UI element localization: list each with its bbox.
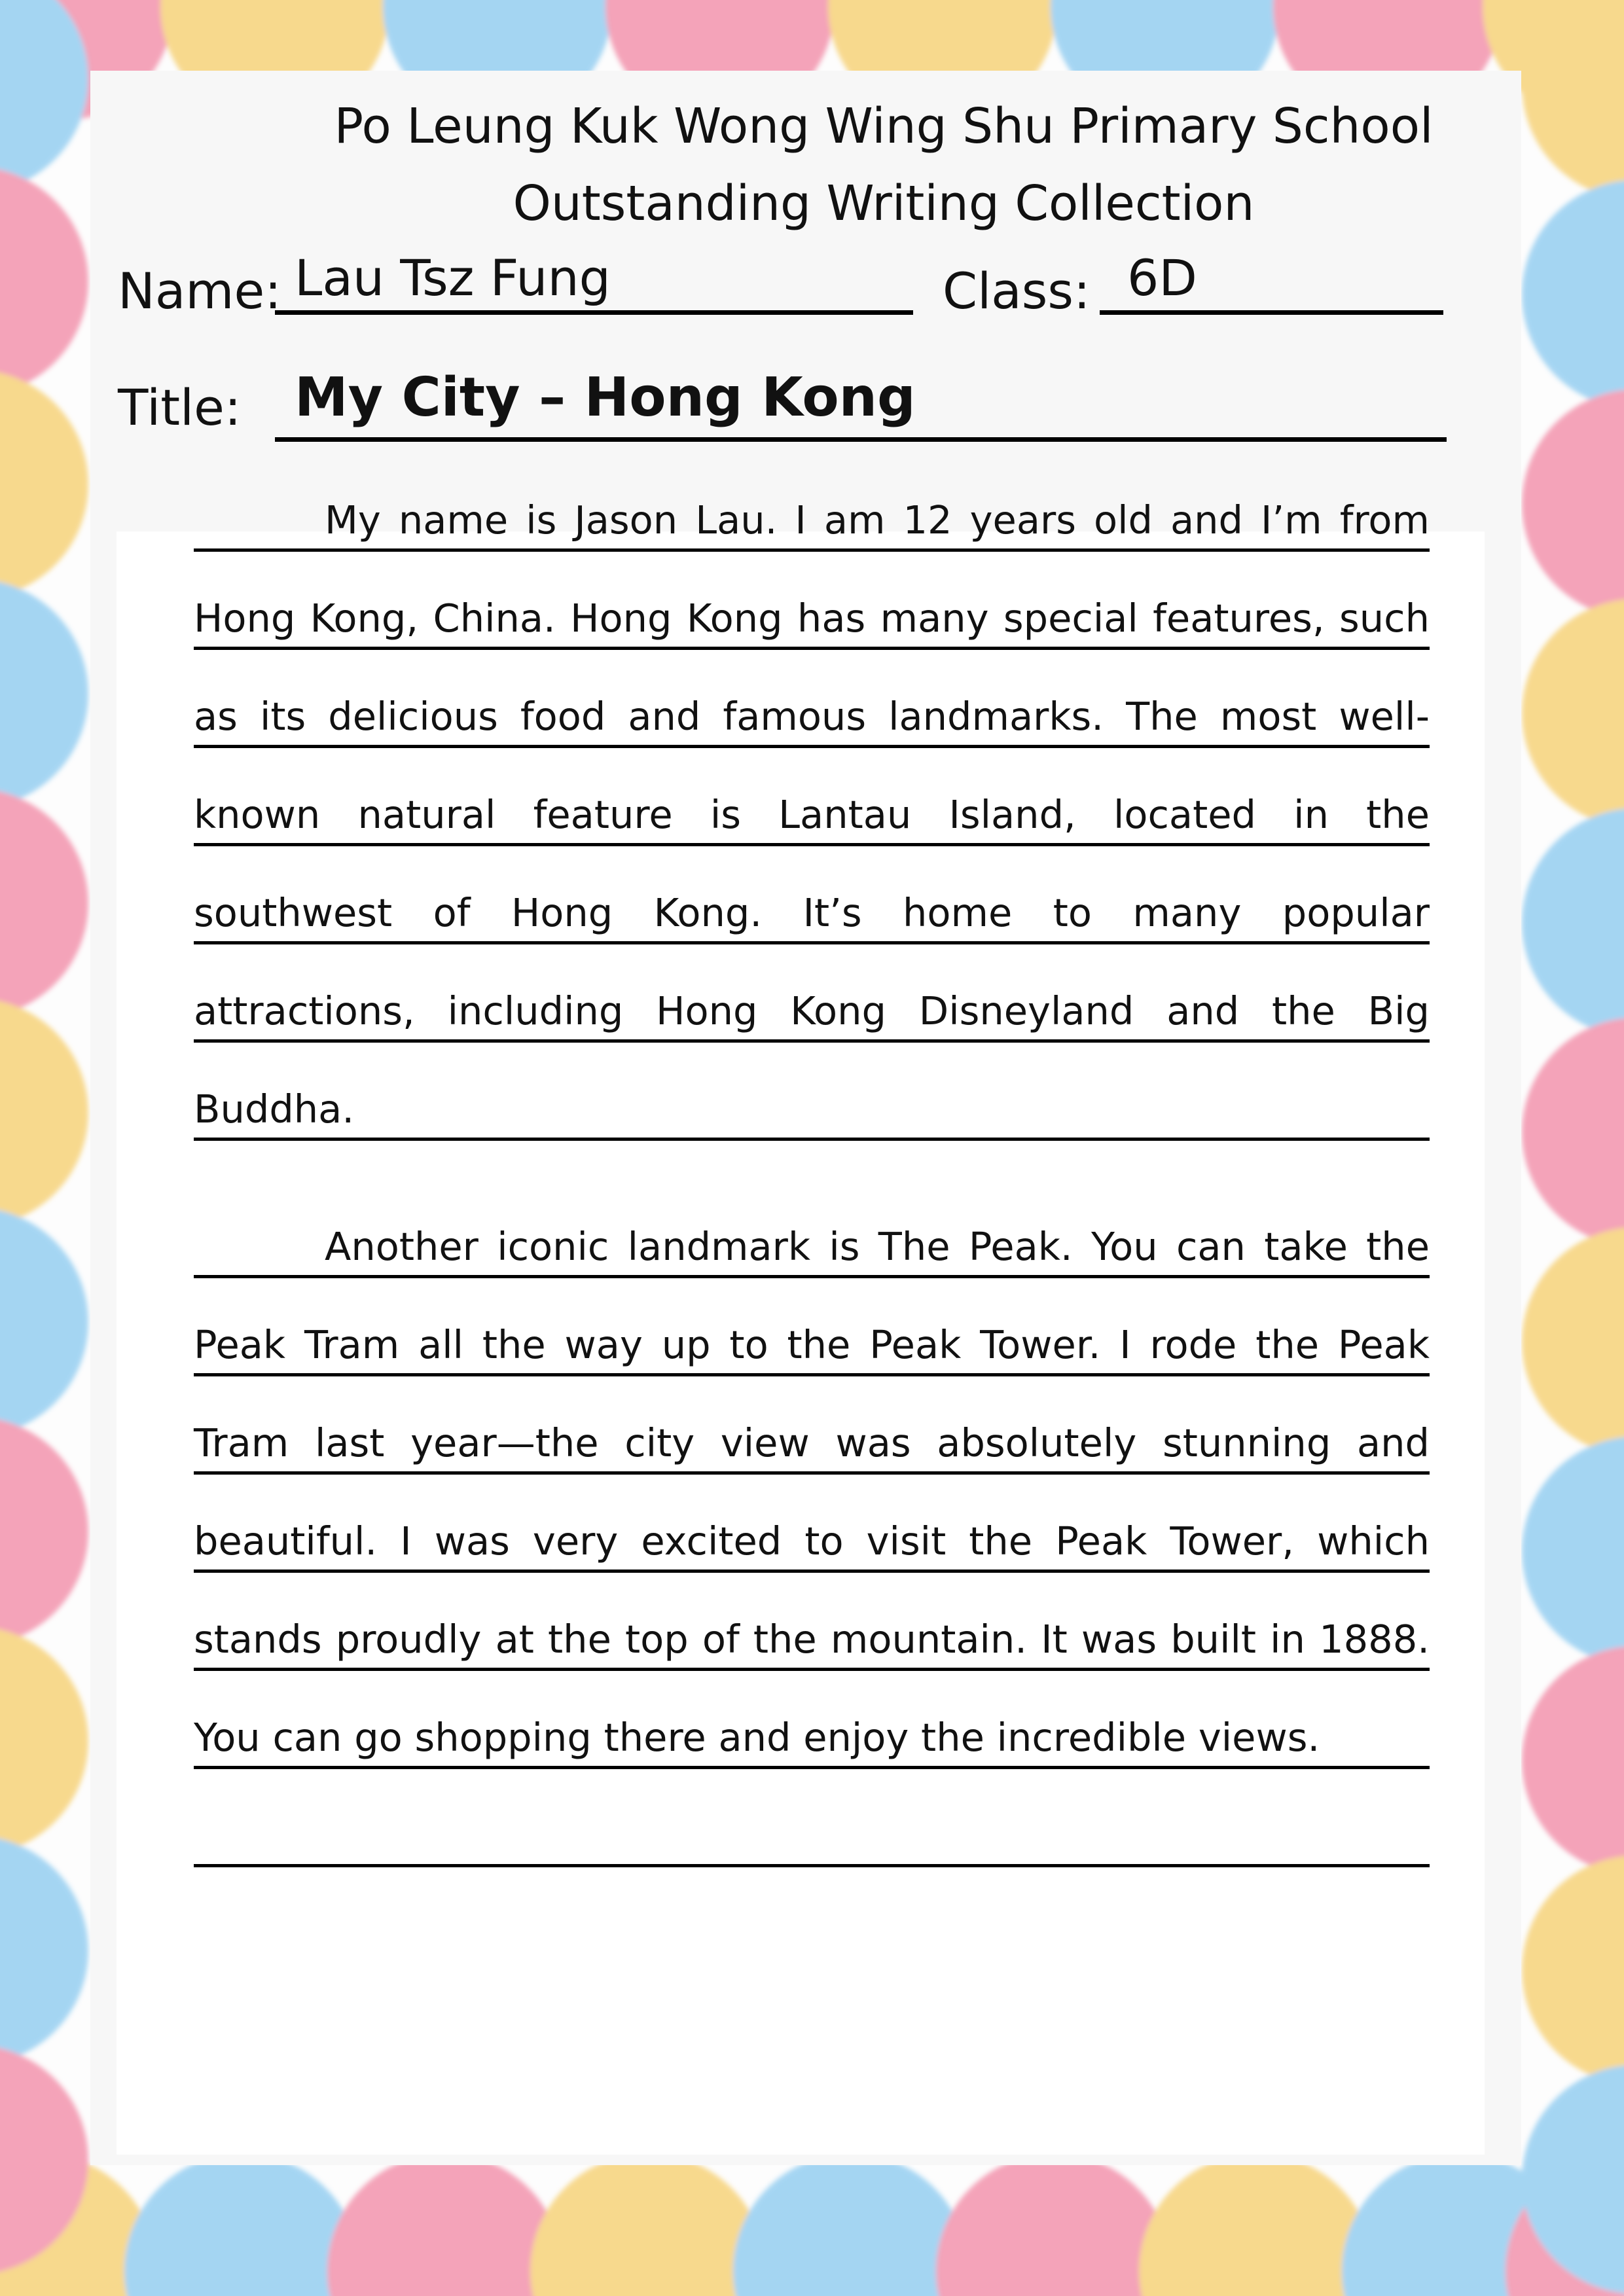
class-underline (1100, 310, 1443, 315)
essay-paragraph: Another iconic landmark is The Peak. You can take the Peak Tram all the way up to the Peak Tower. I rode the Peak Tram last year—the city view was absolutely stunning and beautiful. I was very excited to visit the Peak Tower, which stands proudly at the top of the mountain. It was built in 1888. You can go shopping there and enjoy the incredible views. (194, 1198, 1430, 1885)
name-underline (275, 310, 913, 315)
name-label: Name: (118, 262, 281, 320)
title-label: Title: (118, 378, 242, 437)
school-name: Po Leung Kuk Wong Wing Shu Primary School (334, 98, 1434, 154)
title-underline (275, 437, 1447, 442)
class-label: Class: (943, 262, 1091, 320)
essay-paragraph: My name is Jason Lau. I am 12 years old and I’m from Hong Kong, China. Hong Kong has many special features, such as its delicious food and famous landmarks. The most well-known natural feature is Lantau Island, located in the southwest of Hong Kong. It’s home to many popular attractions, including Hong Kong Disneyland and the Big Buddha. (194, 471, 1430, 1158)
name-value: Lau Tsz Fung (295, 249, 611, 307)
class-value: 6D (1127, 249, 1197, 307)
collection-title: Outstanding Writing Collection (513, 175, 1255, 232)
title-value: My City – Hong Kong (295, 367, 916, 429)
